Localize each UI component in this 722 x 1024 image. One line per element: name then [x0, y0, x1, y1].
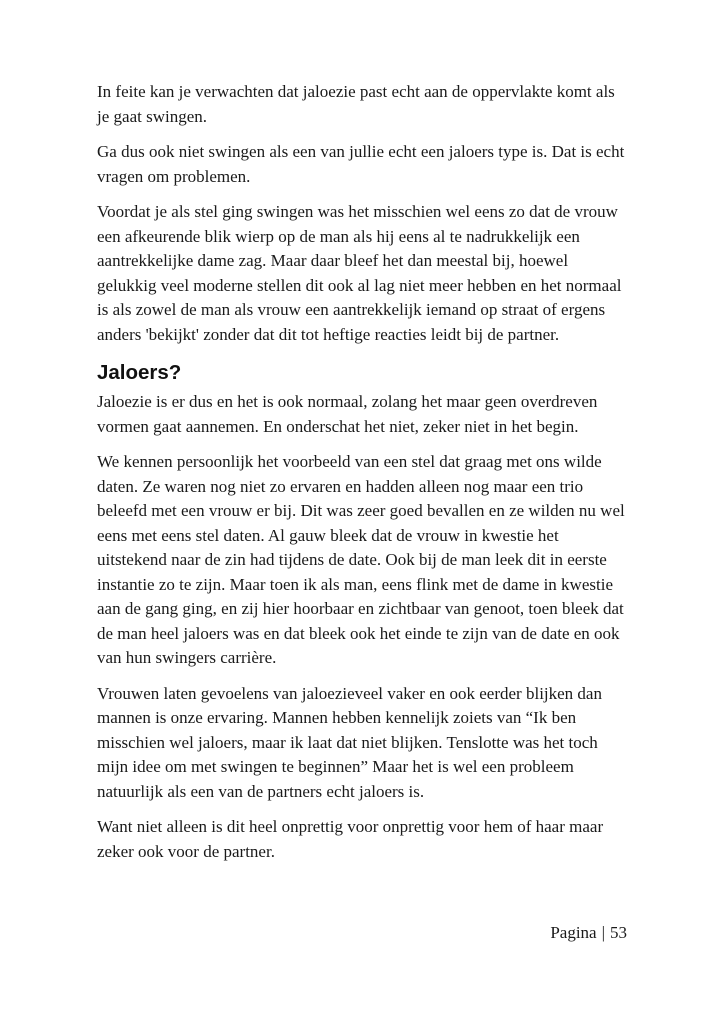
paragraph: In feite kan je verwachten dat jaloezie past echt aan de oppervlakte komt als je gaat swingen. — [97, 82, 615, 126]
page-label: Pagina — [550, 923, 597, 942]
paragraph: We kennen persoonlijk het voorbeeld van een stel dat graag met ons wilde daten. Ze waren nog niet zo ervaren en hadden alleen nog maar een trio beleefd met een vrouw er bij. Dit was zeer goed bevallen en ze wilden nu wel eens met eens stel daten. Al gauw bleek dat de vrouw in kwestie het uitstekend naar de zin had tijdens de date. Ook bij de man leek dit in eerste instantie zo te zijn. Maar toen ik als man, eens flink met de dame in kwestie aan de gang ging, en zij hier hoorbaar en zichtbaar van genoot, toen bleek dat de man heel jaloers was en dat bleek ook het einde te zijn van de date en ook van hun swingers carrière. — [97, 452, 625, 667]
section-heading: Jaloers? — [97, 361, 182, 384]
paragraph: Want niet alleen is dit heel onprettig voor onprettig voor hem of haar maar zeker ook voor de partner. — [97, 817, 604, 861]
page-body — [97, 80, 627, 875]
paragraph: Ga dus ook niet swingen als een van jullie echt een jaloers type is. Dat is echt vragen om problemen. — [97, 142, 625, 186]
page-number: 53 — [610, 923, 627, 942]
paragraph: Voordat je als stel ging swingen was het misschien wel eens zo dat de vrouw een afkeurende blik wierp op de man als hij eens al te nadrukkelijk een aantrekkelijke dame zag. Maar daar bleef het dan meestal bij, hoewel gelukkig veel moderne stellen dit ook al lag niet meer hebben en het normaal is als zowel de man als vrouw een aantrekkelijk iemand op straat of ergens anders 'bekijkt' zonder dat dit tot heftige reacties leidt bij de partner. — [97, 202, 622, 344]
paragraph: Jaloezie is er dus en het is ook normaal, zolang het maar geen overdreven vormen gaat aannemen. En onderschat het niet, zeker niet in het begin. — [97, 392, 598, 436]
page-footer — [550, 923, 627, 943]
footer-separator: | — [601, 923, 605, 942]
paragraph: Vrouwen laten gevoelens van jaloezieveel vaker en ook eerder blijken dan mannen is onze ervaring. Mannen hebben kennelijk zoiets van “Ik ben misschien wel jaloers, maar ik laat dat niet blijken. Tenslotte was het toch mijn idee om met swingen te beginnen” Maar het is wel een probleem natuurlijk als een van de partners echt jaloers is. — [97, 683, 602, 801]
